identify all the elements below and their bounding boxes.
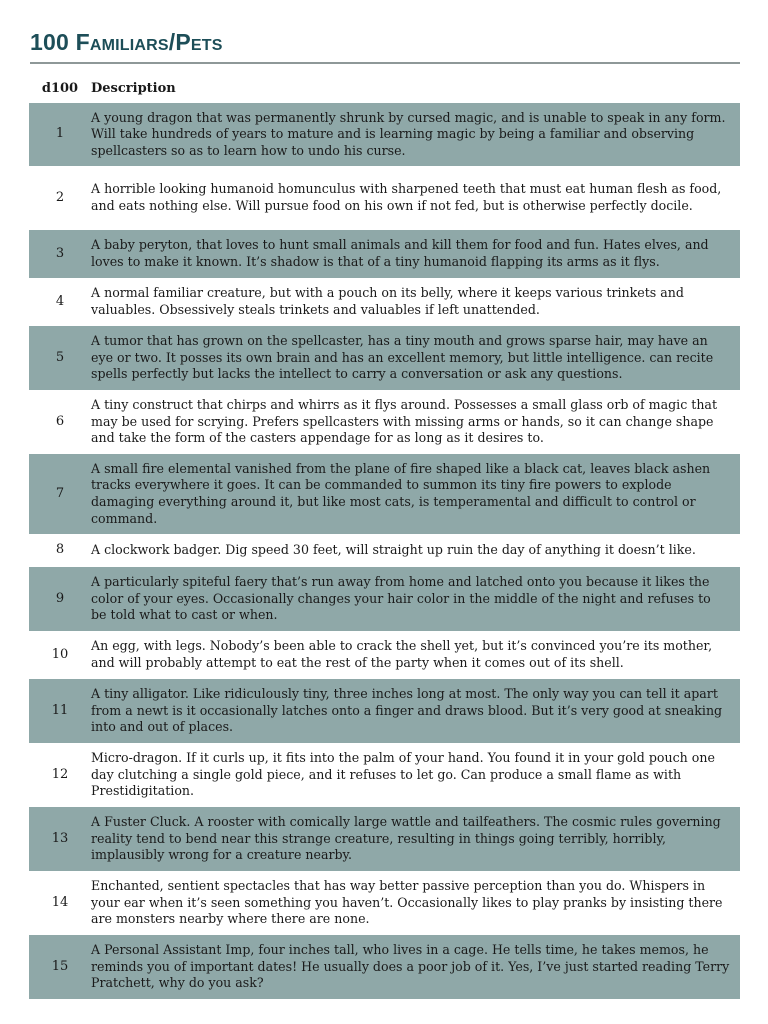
table-header	[29, 73, 740, 103]
row-number: 6	[55, 413, 65, 429]
table-row	[29, 567, 740, 631]
table-row	[29, 935, 740, 999]
row-description: A small fire elemental vanished from the plane of fire shaped like a black cat, leaves black ashen tracks everywhere it goes. It can be commanded to summon its tiny fire powers to explode damaging everything around it, but like most cats, is temperamental and difficult to control or command.	[91, 460, 711, 526]
table-row	[29, 390, 740, 454]
row-description: An egg, with legs. Nobody’s been able to crack the shell yet, but it’s convinced you’re its mother, and will probably attempt to eat the rest of the party when it comes out of its shell.	[91, 638, 713, 670]
row-description: A normal familiar creature, but with a pouch on its belly, where it keeps various trinkets and valuables. Obsessively steals trinkets and valuables if left unattended.	[91, 285, 684, 317]
row-description: Enchanted, sentient spectacles that has way better passive perception than you do. Whispers in your ear when it’s seen something you haven’t. Occasionally likes to play pranks by insisting there are monsters nearby where there are none.	[91, 878, 723, 927]
row-number: 5	[55, 349, 65, 365]
header-description: Description	[91, 80, 176, 96]
row-number: 2	[55, 189, 65, 205]
row-description: A clockwork badger. Dig speed 30 feet, will straight up ruin the day of anything it doesn’t like.	[91, 542, 696, 558]
table-row	[29, 534, 740, 567]
table-row	[29, 166, 740, 230]
table-row	[29, 454, 740, 534]
familiars-table	[29, 73, 740, 999]
row-description: A particularly spiteful faery that’s run away from home and latched onto you because it likes the color of your eyes. Occasionally changes your hair color in the middle of the night and refuses to be told what to cast or when.	[91, 574, 711, 623]
title-divider	[30, 62, 740, 64]
row-number: 12	[51, 766, 69, 782]
table-row	[29, 871, 740, 935]
row-number: 1	[55, 126, 65, 142]
row-number: 9	[55, 590, 65, 606]
table-row	[29, 230, 740, 278]
row-number: 4	[55, 293, 65, 309]
row-description: A horrible looking humanoid homunculus with sharpened teeth that must eat human flesh as food, and eats nothing else. Will pursue food on his own if not fed, but is otherwise perfectly docile.	[91, 181, 722, 213]
row-number: 10	[51, 646, 69, 662]
header-d100: d100	[41, 80, 79, 96]
row-number: 3	[55, 245, 65, 261]
table-body	[29, 103, 740, 999]
row-number: 13	[51, 830, 69, 846]
table-row	[29, 807, 740, 871]
row-number: 7	[55, 485, 65, 501]
table-row	[29, 326, 740, 390]
table-row	[29, 103, 740, 166]
table-row	[29, 679, 740, 743]
row-number: 15	[51, 958, 69, 974]
row-number: 14	[51, 894, 69, 910]
row-description: A tiny construct that chirps and whirrs as it flys around. Possesses a small glass orb of magic that may be used for scrying. Prefers spellcasters with missing arms or hands, so it can change shape and take the form of the casters appendage for as long as it desires to.	[91, 397, 718, 446]
row-number: 11	[51, 702, 69, 718]
row-description: A young dragon that was permanently shrunk by cursed magic, and is unable to speak in any form. Will take hundreds of years to mature and is learning magic by being a familiar and observing spellcasters so as to learn how to undo his curse.	[91, 109, 726, 158]
row-description: A baby peryton, that loves to hunt small animals and kill them for food and fun. Hates elves, and loves to make it known. It’s shadow is that of a tiny humanoid flapping its arms as it flys.	[91, 237, 709, 269]
page-title: 100 Familiars/Pets	[30, 29, 223, 55]
row-number: 8	[55, 542, 65, 558]
row-description: A tumor that has grown on the spellcaster, has a tiny mouth and grows sparse hair, may have an eye or two. It posses its own brain and has an excellent memory, but little intelligence. can recite spells perfectly but lacks the intellect to carry a conversation or ask any questions.	[91, 333, 714, 382]
table-row	[29, 631, 740, 679]
row-description: Micro-dragon. If it curls up, it fits into the palm of your hand. You found it in your gold pouch one day clutching a single gold piece, and it refuses to let go. Can produce a small flame as with Prestidigitation.	[91, 750, 715, 799]
table-row	[29, 278, 740, 326]
row-description: A Personal Assistant Imp, four inches tall, who lives in a cage. He tells time, he takes memos, he reminds you of important dates! He usually does a poor job of it. Yes, I’ve just started reading Terry Pratchett, why do you ask?	[91, 942, 730, 991]
row-description: A Fuster Cluck. A rooster with comically large wattle and tailfeathers. The cosmic rules governing reality tend to bend near this strange creature, resulting in things going terribly, horribly, implausibly wrong for a creature nearby.	[91, 814, 721, 863]
row-description: A tiny alligator. Like ridiculously tiny, three inches long at most. The only way you can tell it apart from a newt is it occasionally latches onto a finger and draws blood. But it’s very good at sneaking into and out of places.	[91, 686, 723, 735]
table-row	[29, 743, 740, 807]
